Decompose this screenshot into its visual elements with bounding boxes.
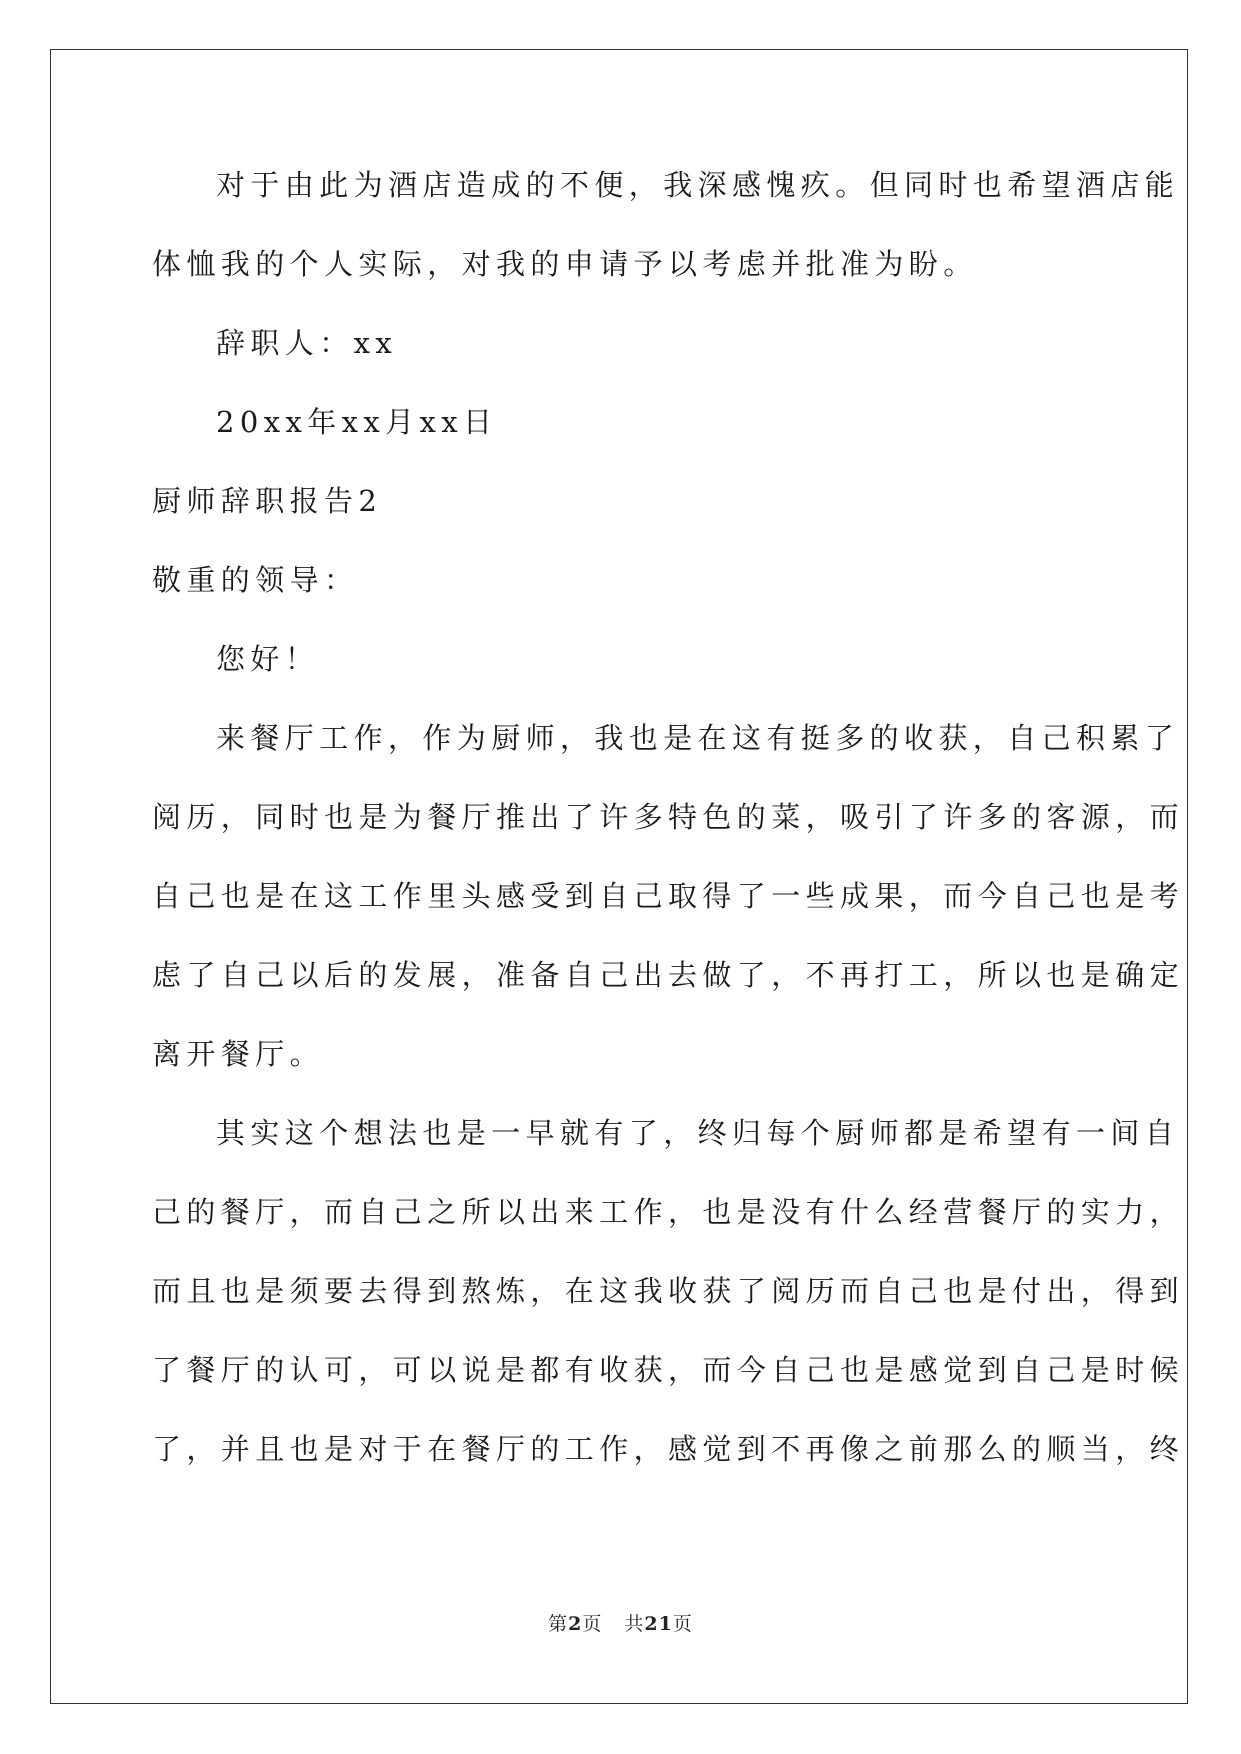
total-pages: 21	[644, 1613, 673, 1635]
total-suffix: 页	[672, 1613, 693, 1635]
page-number: 2	[568, 1613, 583, 1635]
total-prefix: 共	[624, 1613, 645, 1635]
greeting: 您好！	[216, 642, 320, 676]
paragraph-line: 来餐厅工作，作为厨师，我也是在这有挺多的收获，自己积累了	[216, 721, 1180, 755]
salutation: 敬重的领导：	[152, 563, 359, 597]
paragraph-line: 其实这个想法也是一早就有了，终归每个厨师都是希望有一间自	[216, 1116, 1180, 1150]
document-body	[152, 160, 1185, 1503]
paragraph-line: 己的餐厅，而自己之所以出来工作，也是没有什么经营餐厅的实力，	[152, 1195, 1185, 1229]
page-footer	[0, 1609, 1241, 1636]
paragraph-line: 离开餐厅。	[152, 1037, 325, 1071]
paragraph-line: 了，并且也是对于在餐厅的工作，感觉到不再像之前那么的顺当，终	[152, 1432, 1185, 1466]
paragraph-line: 虑了自己以后的发展，准备自己出去做了，不再打工，所以也是确定	[152, 958, 1185, 992]
page-suffix: 页	[582, 1613, 603, 1635]
section-title: 厨师辞职报告2	[152, 484, 383, 518]
paragraph-line: 自己也是在这工作里头感受到自己取得了一些成果，而今自己也是考	[152, 879, 1185, 913]
date-line: 20xx年xx月xx日	[216, 405, 498, 439]
page-prefix: 第	[548, 1613, 569, 1635]
paragraph-line: 了餐厅的认可，可以说是都有收获，而今自己也是感觉到自己是时候	[152, 1353, 1185, 1387]
paragraph-line: 而且也是须要去得到熬炼，在这我收获了阅历而自己也是付出，得到	[152, 1274, 1185, 1308]
signatory-line: 辞职人：xx	[216, 326, 398, 360]
paragraph-line: 阅历，同时也是为餐厅推出了许多特色的菜，吸引了许多的客源，而	[152, 800, 1185, 834]
paragraph-line: 体恤我的个人实际，对我的申请予以考虑并批准为盼。	[152, 247, 978, 281]
paragraph-line: 对于由此为酒店造成的不便，我深感愧疚。但同时也希望酒店能	[216, 168, 1180, 202]
